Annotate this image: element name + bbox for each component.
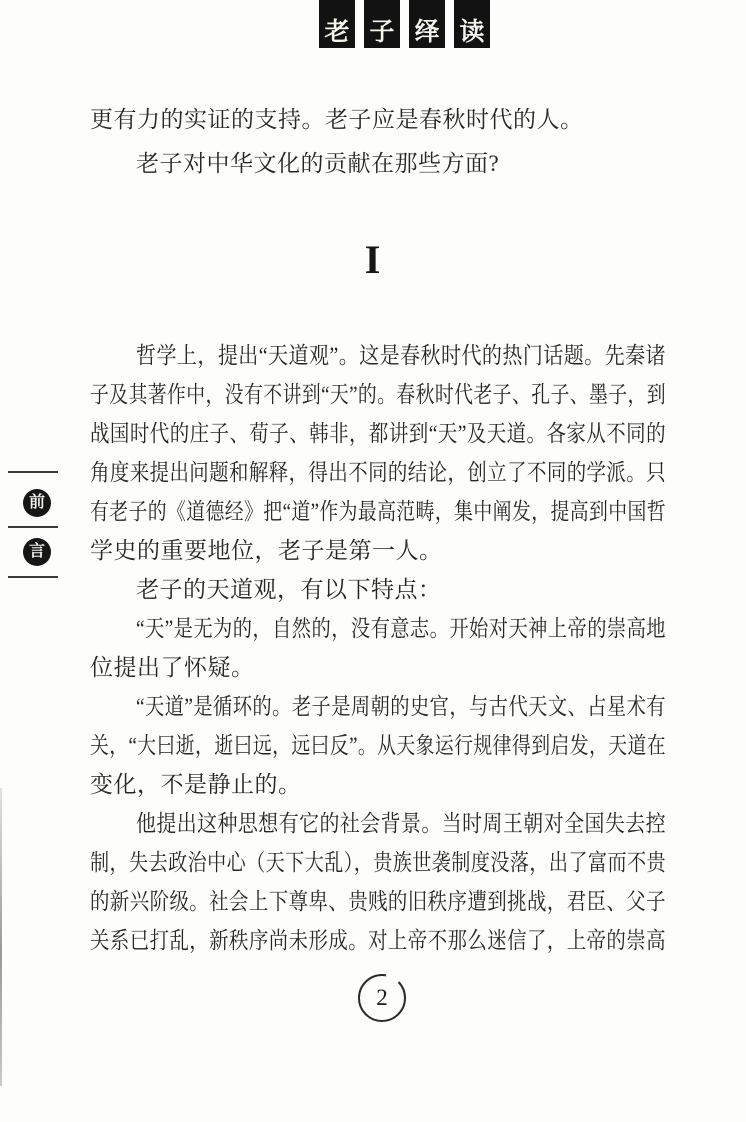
scan-edge-line: [0, 788, 2, 1086]
margin-chapter-char: 言: [28, 543, 45, 560]
margin-rule: [8, 526, 58, 528]
title-char: 绎: [414, 19, 440, 46]
title-char-block: [409, 0, 445, 48]
text-line: 他提出这种思想有它的社会背景。当时周王朝对全国失去控: [136, 811, 666, 836]
margin-chapter-char: 前: [28, 494, 45, 511]
text-line: 变化，不是静止的。: [90, 772, 302, 797]
text-line: 学史的重要地位，老子是第一人。: [90, 538, 443, 563]
title-char-block: [364, 0, 400, 48]
text-line: 位提出了怀疑。: [90, 655, 255, 680]
text-line: 老子对中华文化的贡献在那些方面?: [136, 151, 500, 176]
text-line: 关，“大曰逝，逝曰远，远曰反”。从天象运行规律得到启发，天道在: [90, 733, 666, 758]
page-number-badge: [358, 974, 406, 1022]
text-line: “天”是无为的，自然的，没有意志。开始对天神上帝的崇高地: [136, 616, 666, 641]
margin-rule: [8, 471, 58, 473]
book-title: [319, 0, 490, 48]
text-line: 角度来提出问题和解释，得出不同的结论，创立了不同的学派。只: [90, 460, 666, 485]
body-text: [90, 336, 666, 960]
title-char: 子: [369, 19, 395, 46]
margin-chapter-circle: [23, 489, 51, 517]
title-char: 读: [459, 19, 485, 46]
text-line: 老子的天道观，有以下特点：: [136, 577, 442, 602]
title-char: 老: [324, 19, 350, 46]
text-line: 关系已打乱，新秩序尚未形成。对上帝不那么迷信了，上帝的崇高: [90, 928, 666, 953]
title-char-block: [454, 0, 490, 48]
title-char-block: [319, 0, 355, 48]
text-line: 哲学上，提出“天道观”。这是春秋时代的热门话题。先秦诸: [136, 343, 666, 368]
text-line: 战国时代的庄子、荀子、韩非，都讲到“天”及天道。各家从不同的: [90, 421, 666, 446]
margin-rule: [8, 576, 58, 578]
page-number: 2: [376, 985, 388, 1010]
text-line: 有老子的《道德经》把“道”作为最高范畴，集中阐发，提高到中国哲: [90, 499, 666, 524]
text-line: 的新兴阶级。社会上下尊卑、贵贱的旧秩序遭到挑战，君臣、父子: [90, 889, 666, 914]
margin-chapter-circle: [23, 538, 51, 566]
text-line: 更有力的实证的支持。老子应是春秋时代的人。: [90, 107, 584, 132]
text-line: 子及其著作中，没有不讲到“天”的。春秋时代老子、孔子、墨子，到: [90, 382, 666, 407]
text-line: 制，失去政治中心（天下大乱），贵族世袭制度没落，出了富而不贵: [90, 850, 666, 875]
section-numeral: I: [364, 237, 382, 282]
text-line: “天道”是循环的。老子是周朝的史官，与古代天文、占星术有: [136, 694, 666, 719]
intro-paragraph: [90, 98, 666, 186]
